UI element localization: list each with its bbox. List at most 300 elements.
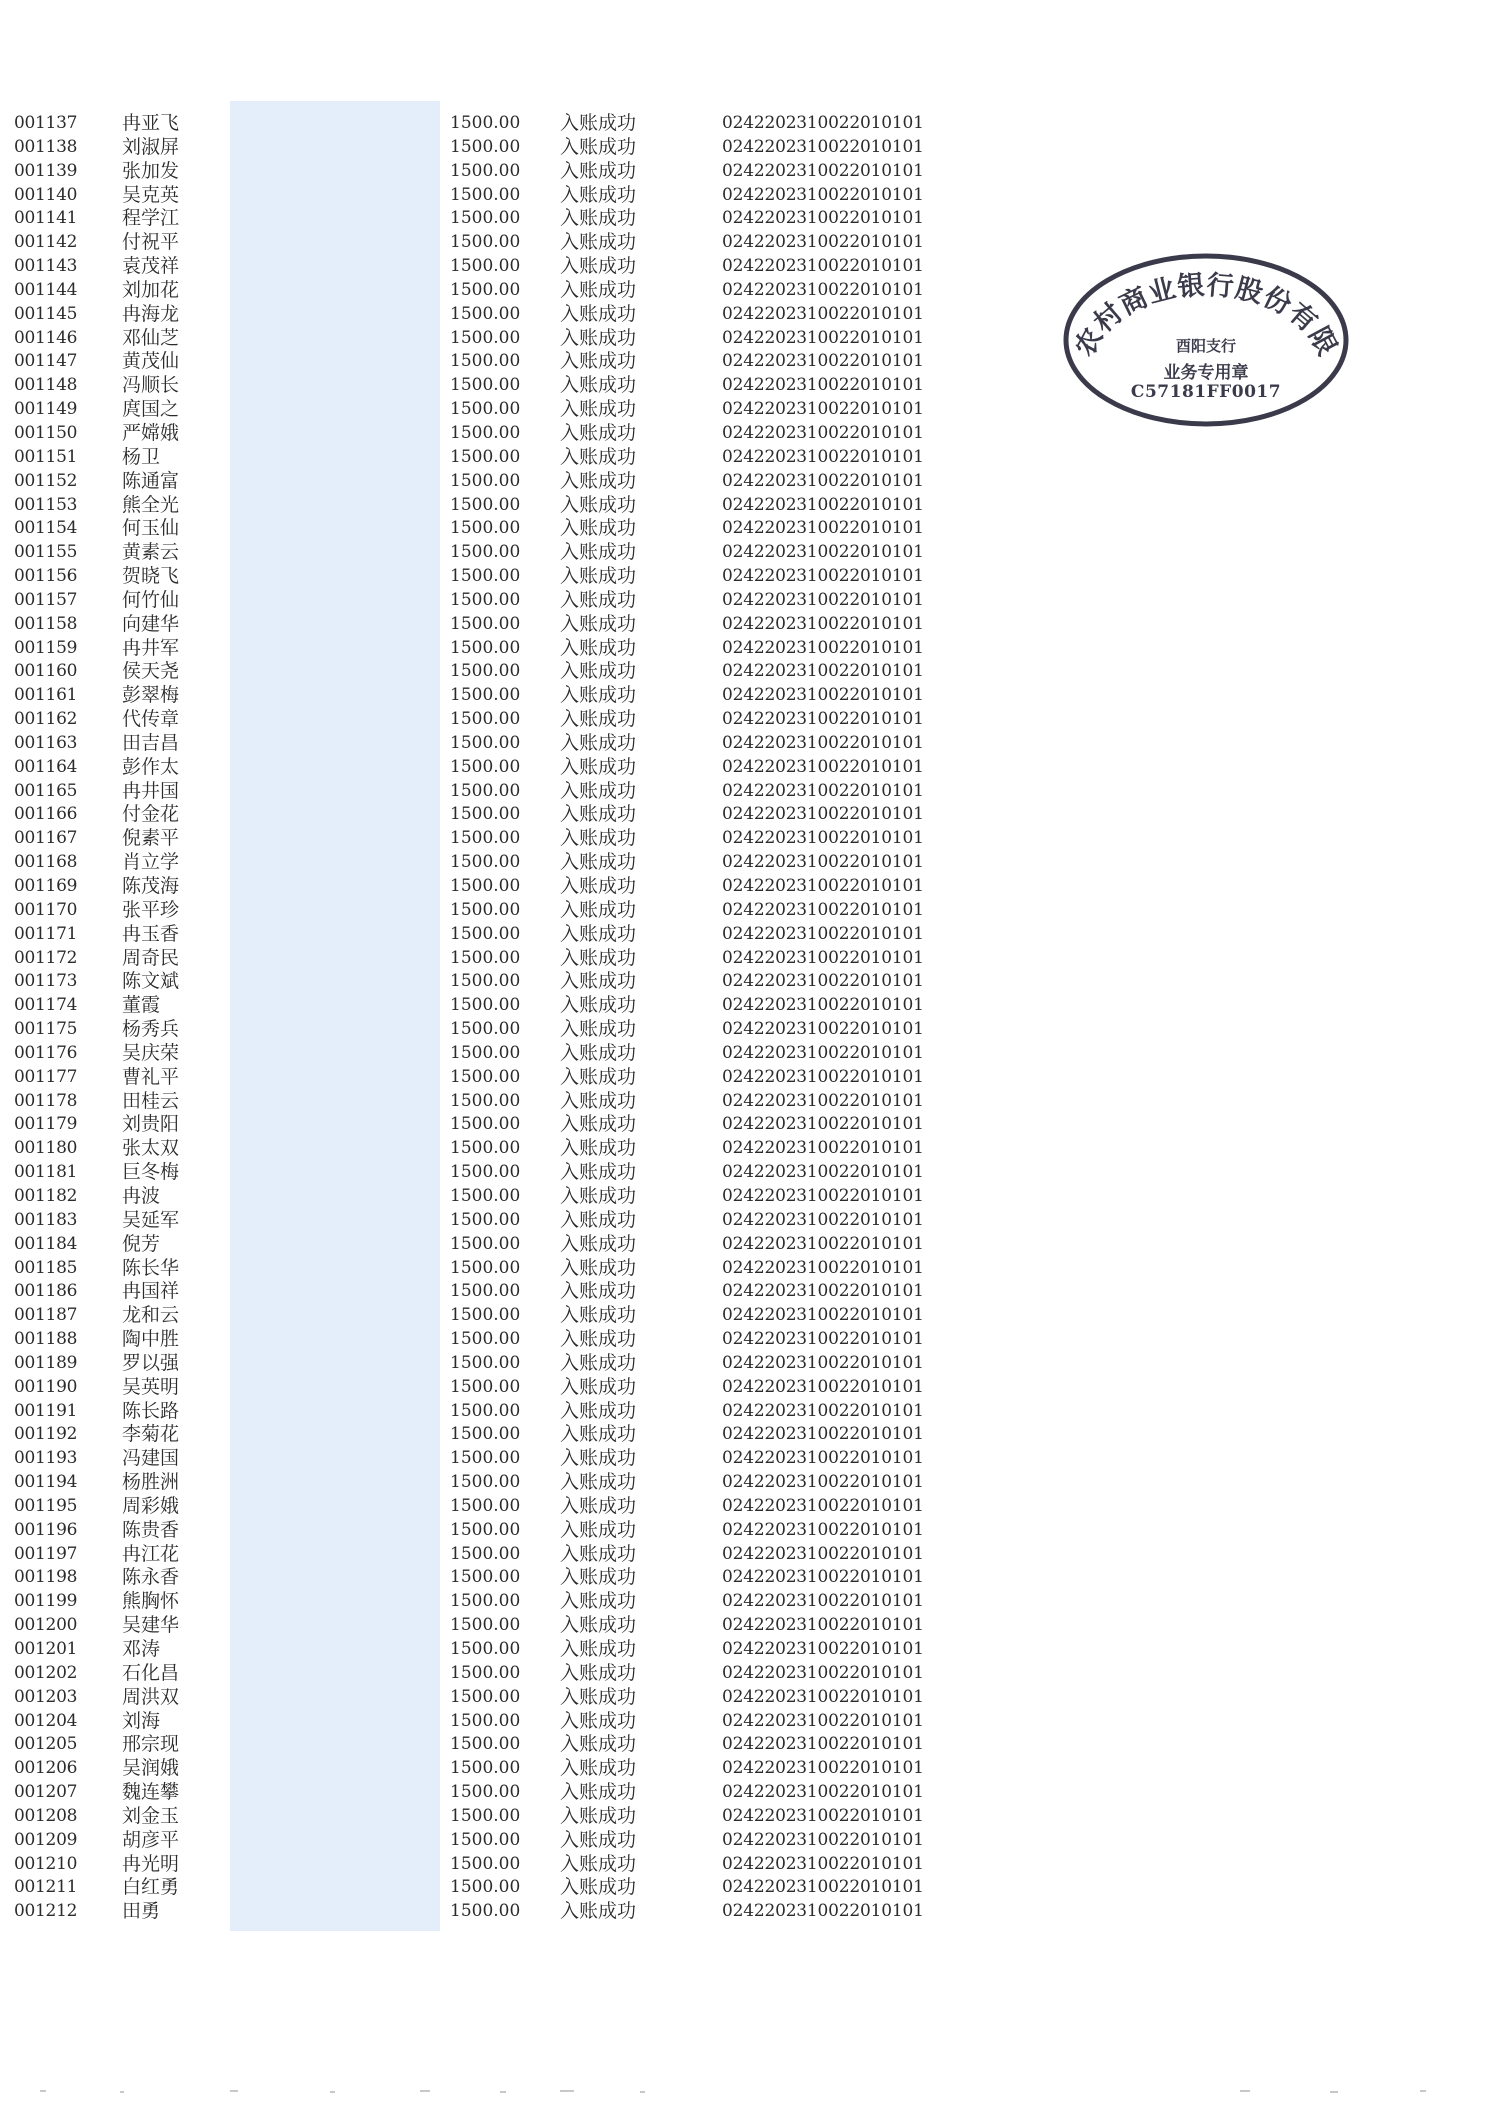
row-amount: 1500.00 (450, 1448, 521, 1469)
row-id: 001140 (14, 184, 78, 205)
row-name: 向建华 (122, 612, 180, 635)
row-reference: 0242202310022010101 (722, 1543, 924, 1564)
row-id: 001190 (14, 1376, 78, 1397)
table-row (0, 1900, 960, 1924)
row-id: 001211 (14, 1877, 78, 1898)
row-id: 001173 (14, 971, 78, 992)
row-reference: 0242202310022010101 (722, 1138, 924, 1159)
row-id: 001210 (14, 1853, 78, 1874)
row-id: 001159 (14, 637, 78, 658)
row-reference: 0242202310022010101 (722, 518, 924, 539)
table-row (0, 1829, 960, 1853)
row-amount: 1500.00 (450, 1639, 521, 1659)
row-id: 001201 (14, 1639, 78, 1659)
row-name: 陈文斌 (122, 970, 180, 993)
row-id: 001198 (14, 1567, 78, 1588)
row-name: 陈长路 (122, 1399, 180, 1422)
row-amount: 1500.00 (450, 1329, 521, 1350)
row-reference: 0242202310022010101 (722, 947, 924, 968)
row-status: 入账成功 (560, 1900, 637, 1923)
row-name: 贺晓飞 (122, 565, 180, 588)
row-id: 001204 (14, 1710, 78, 1731)
row-name: 冉光明 (122, 1852, 180, 1875)
row-status: 入账成功 (560, 851, 637, 874)
row-status: 入账成功 (560, 708, 637, 731)
row-name: 冉海龙 (122, 302, 180, 325)
row-status: 入账成功 (560, 970, 637, 993)
row-reference: 0242202310022010101 (722, 1615, 924, 1636)
row-status: 入账成功 (560, 779, 637, 802)
row-reference: 0242202310022010101 (722, 208, 924, 229)
row-status: 入账成功 (560, 1661, 637, 1684)
table-row (0, 303, 960, 327)
row-amount: 1500.00 (450, 232, 521, 253)
row-status: 入账成功 (560, 1804, 637, 1827)
row-amount: 1500.00 (450, 1281, 521, 1302)
row-reference: 0242202310022010101 (722, 637, 924, 658)
row-id: 001137 (14, 113, 78, 133)
row-amount: 1500.00 (450, 303, 521, 324)
row-id: 001160 (14, 661, 78, 682)
row-amount: 1500.00 (450, 1305, 521, 1326)
table-row (0, 136, 960, 160)
table-row (0, 112, 960, 136)
table-row (0, 1090, 960, 1114)
row-amount: 1500.00 (450, 351, 521, 372)
row-amount: 1500.00 (450, 1495, 521, 1516)
row-amount: 1500.00 (450, 422, 521, 443)
row-id: 001179 (14, 1114, 78, 1135)
row-status: 入账成功 (560, 1208, 637, 1231)
row-status: 入账成功 (560, 1113, 637, 1136)
row-amount: 1500.00 (450, 661, 521, 682)
table-row (0, 1876, 960, 1900)
row-amount: 1500.00 (450, 1615, 521, 1636)
table-row (0, 517, 960, 541)
row-amount: 1500.00 (450, 1877, 521, 1898)
table-row (0, 1471, 960, 1495)
row-reference: 0242202310022010101 (722, 1495, 924, 1516)
row-amount: 1500.00 (450, 1567, 521, 1588)
row-amount: 1500.00 (450, 876, 521, 896)
row-id: 001207 (14, 1782, 78, 1803)
row-amount: 1500.00 (450, 709, 521, 730)
row-name: 吴延军 (122, 1208, 180, 1231)
row-status: 入账成功 (560, 755, 637, 778)
row-id: 001150 (14, 422, 78, 443)
row-name: 李菊花 (122, 1423, 180, 1446)
row-amount: 1500.00 (450, 1019, 521, 1040)
row-reference: 0242202310022010101 (722, 613, 924, 634)
row-status: 入账成功 (560, 1733, 637, 1756)
table-row (0, 470, 960, 494)
table-row (0, 398, 960, 422)
row-name: 严嫦娥 (122, 421, 180, 444)
row-status: 入账成功 (560, 255, 637, 278)
row-id: 001143 (14, 256, 78, 277)
row-name: 陈长华 (122, 1256, 180, 1279)
table-row (0, 565, 960, 589)
row-name: 陈茂海 (122, 875, 180, 897)
row-status: 入账成功 (560, 1018, 637, 1041)
row-reference: 0242202310022010101 (722, 1281, 924, 1302)
row-amount: 1500.00 (450, 1734, 521, 1755)
table-row (0, 1400, 960, 1424)
row-id: 001142 (14, 232, 78, 253)
table-row (0, 1042, 960, 1066)
row-reference: 0242202310022010101 (722, 1662, 924, 1683)
row-status: 入账成功 (560, 1304, 637, 1327)
table-row (0, 446, 960, 470)
row-amount: 1500.00 (450, 613, 521, 634)
payment-list (0, 112, 960, 1924)
row-amount: 1500.00 (450, 446, 521, 467)
row-status: 入账成功 (560, 1232, 637, 1255)
row-status: 入账成功 (560, 1709, 637, 1732)
row-id: 001171 (14, 923, 78, 944)
row-id: 001212 (14, 1901, 78, 1922)
table-row (0, 350, 960, 374)
row-status: 入账成功 (560, 398, 637, 421)
row-status: 入账成功 (560, 684, 637, 707)
row-status: 入账成功 (560, 1041, 637, 1064)
table-row (0, 160, 960, 184)
row-id: 001161 (14, 685, 78, 706)
row-status: 入账成功 (560, 1852, 637, 1875)
row-name: 刘海 (122, 1709, 161, 1732)
row-status: 入账成功 (560, 898, 637, 921)
table-row (0, 1781, 960, 1805)
row-status: 入账成功 (560, 1471, 637, 1494)
row-name: 邓涛 (122, 1638, 161, 1660)
row-reference: 0242202310022010101 (722, 1233, 924, 1254)
table-row (0, 1614, 960, 1638)
row-reference: 0242202310022010101 (722, 1162, 924, 1183)
row-name: 侯天尧 (122, 660, 180, 683)
row-reference: 0242202310022010101 (722, 661, 924, 682)
row-reference: 0242202310022010101 (722, 1114, 924, 1135)
row-name: 田桂云 (122, 1089, 180, 1112)
row-name: 杨秀兵 (122, 1018, 180, 1041)
row-status: 入账成功 (560, 1256, 637, 1279)
row-id: 001203 (14, 1686, 78, 1707)
row-status: 入账成功 (560, 1375, 637, 1398)
row-status: 入账成功 (560, 1518, 637, 1541)
table-row (0, 184, 960, 208)
row-name: 何竹仙 (122, 588, 180, 611)
row-id: 001176 (14, 1042, 78, 1063)
row-name: 张太双 (122, 1137, 180, 1160)
row-reference: 0242202310022010101 (722, 1734, 924, 1755)
row-name: 付金花 (122, 803, 180, 826)
row-status: 入账成功 (560, 112, 637, 134)
row-id: 001209 (14, 1829, 78, 1850)
table-row (0, 613, 960, 637)
row-name: 倪芳 (122, 1232, 161, 1255)
row-reference: 0242202310022010101 (722, 1042, 924, 1063)
row-status: 入账成功 (560, 1542, 637, 1565)
row-name: 董霞 (122, 994, 161, 1017)
table-row (0, 279, 960, 303)
row-reference: 0242202310022010101 (722, 756, 924, 777)
table-row (0, 923, 960, 947)
row-status: 入账成功 (560, 541, 637, 564)
table-row (0, 1018, 960, 1042)
table-row (0, 732, 960, 756)
row-amount: 1500.00 (450, 756, 521, 777)
table-row (0, 947, 960, 971)
row-amount: 1500.00 (450, 637, 521, 658)
row-amount: 1500.00 (450, 828, 521, 849)
row-amount: 1500.00 (450, 1519, 521, 1540)
row-reference: 0242202310022010101 (722, 327, 924, 348)
row-status: 入账成功 (560, 326, 637, 349)
row-name: 白红勇 (122, 1876, 180, 1899)
row-name: 冉国祥 (122, 1280, 180, 1303)
row-amount: 1500.00 (450, 589, 521, 610)
table-row (0, 851, 960, 875)
row-amount: 1500.00 (450, 1543, 521, 1564)
row-id: 001180 (14, 1138, 78, 1159)
row-status: 入账成功 (560, 922, 637, 945)
row-name: 周奇民 (122, 946, 180, 969)
row-reference: 0242202310022010101 (722, 1853, 924, 1874)
row-reference: 0242202310022010101 (722, 899, 924, 920)
table-row (0, 374, 960, 398)
row-name: 龙和云 (122, 1304, 180, 1327)
table-row (0, 1185, 960, 1209)
row-id: 001164 (14, 756, 78, 777)
row-status: 入账成功 (560, 1614, 637, 1637)
row-reference: 0242202310022010101 (722, 375, 924, 396)
row-reference: 0242202310022010101 (722, 1567, 924, 1588)
row-name: 吴英明 (122, 1375, 180, 1398)
row-name: 付祝平 (122, 231, 180, 254)
row-name: 陈贵香 (122, 1518, 180, 1541)
row-id: 001197 (14, 1543, 78, 1564)
row-amount: 1500.00 (450, 256, 521, 277)
row-reference: 0242202310022010101 (722, 1472, 924, 1493)
row-id: 001191 (14, 1400, 78, 1421)
row-id: 001169 (14, 876, 78, 896)
row-status: 入账成功 (560, 1089, 637, 1112)
table-row (0, 1733, 960, 1757)
row-amount: 1500.00 (450, 518, 521, 539)
table-row (0, 1257, 960, 1281)
row-id: 001166 (14, 804, 78, 825)
row-name: 吴建华 (122, 1614, 180, 1637)
table-row (0, 1519, 960, 1543)
table-row (0, 1376, 960, 1400)
table-row (0, 684, 960, 708)
row-reference: 0242202310022010101 (722, 136, 924, 157)
row-id: 001208 (14, 1805, 78, 1826)
scan-specks (0, 2088, 1488, 2096)
table-row (0, 1638, 960, 1662)
row-amount: 1500.00 (450, 1853, 521, 1874)
row-id: 001172 (14, 947, 78, 968)
row-reference: 0242202310022010101 (722, 351, 924, 372)
row-id: 001174 (14, 995, 78, 1016)
row-status: 入账成功 (560, 1447, 637, 1470)
row-amount: 1500.00 (450, 923, 521, 944)
row-name: 胡彦平 (122, 1828, 180, 1851)
row-amount: 1500.00 (450, 279, 521, 300)
row-amount: 1500.00 (450, 947, 521, 968)
row-status: 入账成功 (560, 1184, 637, 1207)
row-amount: 1500.00 (450, 1376, 521, 1397)
row-name: 周洪双 (122, 1685, 180, 1708)
table-row (0, 1423, 960, 1447)
row-id: 001154 (14, 518, 78, 539)
row-status: 入账成功 (560, 1351, 637, 1374)
row-amount: 1500.00 (450, 1209, 521, 1230)
row-amount: 1500.00 (450, 780, 521, 801)
row-amount: 1500.00 (450, 1042, 521, 1063)
row-name: 冯建国 (122, 1447, 180, 1470)
row-amount: 1500.00 (450, 1233, 521, 1254)
row-name: 曹礼平 (122, 1065, 180, 1088)
row-reference: 0242202310022010101 (722, 1758, 924, 1779)
table-row (0, 899, 960, 923)
row-reference: 0242202310022010101 (722, 1805, 924, 1826)
table-row (0, 327, 960, 351)
row-status: 入账成功 (560, 493, 637, 516)
row-reference: 0242202310022010101 (722, 160, 924, 181)
seal-code: C57181FF0017 (1130, 382, 1282, 402)
row-status: 入账成功 (560, 660, 637, 683)
row-amount: 1500.00 (450, 1424, 521, 1445)
row-amount: 1500.00 (450, 113, 521, 133)
row-id: 001151 (14, 446, 78, 467)
row-reference: 0242202310022010101 (722, 1782, 924, 1803)
row-name: 冉波 (122, 1184, 161, 1207)
row-status: 入账成功 (560, 1399, 637, 1422)
row-amount: 1500.00 (450, 1686, 521, 1707)
row-reference: 0242202310022010101 (722, 446, 924, 467)
table-row (0, 1352, 960, 1376)
row-amount: 1500.00 (450, 971, 521, 992)
table-row (0, 1161, 960, 1185)
row-reference: 0242202310022010101 (722, 1352, 924, 1373)
table-row (0, 780, 960, 804)
row-status: 入账成功 (560, 875, 637, 897)
row-amount: 1500.00 (450, 899, 521, 920)
row-amount: 1500.00 (450, 1352, 521, 1373)
row-status: 入账成功 (560, 1423, 637, 1446)
table-row (0, 803, 960, 827)
table-row (0, 1280, 960, 1304)
row-id: 001168 (14, 852, 78, 873)
row-status: 入账成功 (560, 612, 637, 635)
row-amount: 1500.00 (450, 1758, 521, 1779)
row-id: 001200 (14, 1615, 78, 1636)
row-id: 001175 (14, 1019, 78, 1040)
table-row (0, 994, 960, 1018)
row-name: 何玉仙 (122, 517, 180, 540)
row-id: 001165 (14, 780, 78, 801)
row-reference: 0242202310022010101 (722, 256, 924, 277)
table-row (0, 827, 960, 851)
row-reference: 0242202310022010101 (722, 494, 924, 515)
row-reference: 0242202310022010101 (722, 1066, 924, 1087)
row-status: 入账成功 (560, 1828, 637, 1851)
row-id: 001139 (14, 160, 78, 181)
row-amount: 1500.00 (450, 1472, 521, 1493)
row-status: 入账成功 (560, 231, 637, 254)
row-status: 入账成功 (560, 1065, 637, 1088)
row-id: 001146 (14, 327, 78, 348)
row-name: 陈通富 (122, 469, 180, 492)
row-id: 001156 (14, 566, 78, 587)
row-reference: 0242202310022010101 (722, 470, 924, 491)
row-amount: 1500.00 (450, 1066, 521, 1087)
row-id: 001194 (14, 1472, 78, 1493)
row-reference: 0242202310022010101 (722, 685, 924, 706)
row-status: 入账成功 (560, 350, 637, 373)
table-row (0, 1233, 960, 1257)
row-reference: 0242202310022010101 (722, 1090, 924, 1111)
row-status: 入账成功 (560, 1161, 637, 1184)
row-name: 张加发 (122, 159, 180, 182)
row-id: 001206 (14, 1758, 78, 1779)
row-amount: 1500.00 (450, 1138, 521, 1159)
row-name: 熊胸怀 (122, 1590, 180, 1613)
row-reference: 024220231002201010​1 (722, 113, 924, 133)
table-row (0, 1304, 960, 1328)
table-row (0, 1686, 960, 1710)
row-id: 001149 (14, 399, 78, 420)
row-id: 001167 (14, 828, 78, 849)
row-reference: 0242202310022010101 (722, 1019, 924, 1040)
row-amount: 1500.00 (450, 184, 521, 205)
table-row (0, 1543, 960, 1567)
row-name: 邓仙芝 (122, 326, 180, 349)
row-amount: 1500.00 (450, 566, 521, 587)
row-status: 入账成功 (560, 946, 637, 969)
row-reference: 0242202310022010101 (722, 1424, 924, 1445)
row-status: 入账成功 (560, 636, 637, 659)
row-reference: 0242202310022010101 (722, 1185, 924, 1206)
row-reference: 0242202310022010101 (722, 1591, 924, 1612)
table-row (0, 231, 960, 255)
row-amount: 1500.00 (450, 136, 521, 157)
row-reference: 0242202310022010101 (722, 709, 924, 730)
row-id: 001153 (14, 494, 78, 515)
row-status: 入账成功 (560, 803, 637, 826)
row-id: 001157 (14, 589, 78, 610)
row-id: 001189 (14, 1352, 78, 1373)
row-reference: 0242202310022010101 (722, 1901, 924, 1922)
table-row (0, 1590, 960, 1614)
table-row (0, 541, 960, 565)
table-row (0, 637, 960, 661)
row-name: 黄素云 (122, 541, 180, 564)
row-name: 罗以强 (122, 1351, 180, 1374)
row-amount: 1500.00 (450, 804, 521, 825)
row-id: 001162 (14, 709, 78, 730)
row-name: 刘淑屏 (122, 135, 180, 158)
row-amount: 1500.00 (450, 494, 521, 515)
row-reference: 0242202310022010101 (722, 1519, 924, 1540)
row-name: 程学江 (122, 207, 180, 230)
row-reference: 0242202310022010101 (722, 399, 924, 420)
row-name: 倪素平 (122, 827, 180, 850)
table-row (0, 494, 960, 518)
row-name: 刘加花 (122, 278, 180, 301)
row-status: 入账成功 (560, 1685, 637, 1708)
row-name: 彭翠梅 (122, 684, 180, 707)
